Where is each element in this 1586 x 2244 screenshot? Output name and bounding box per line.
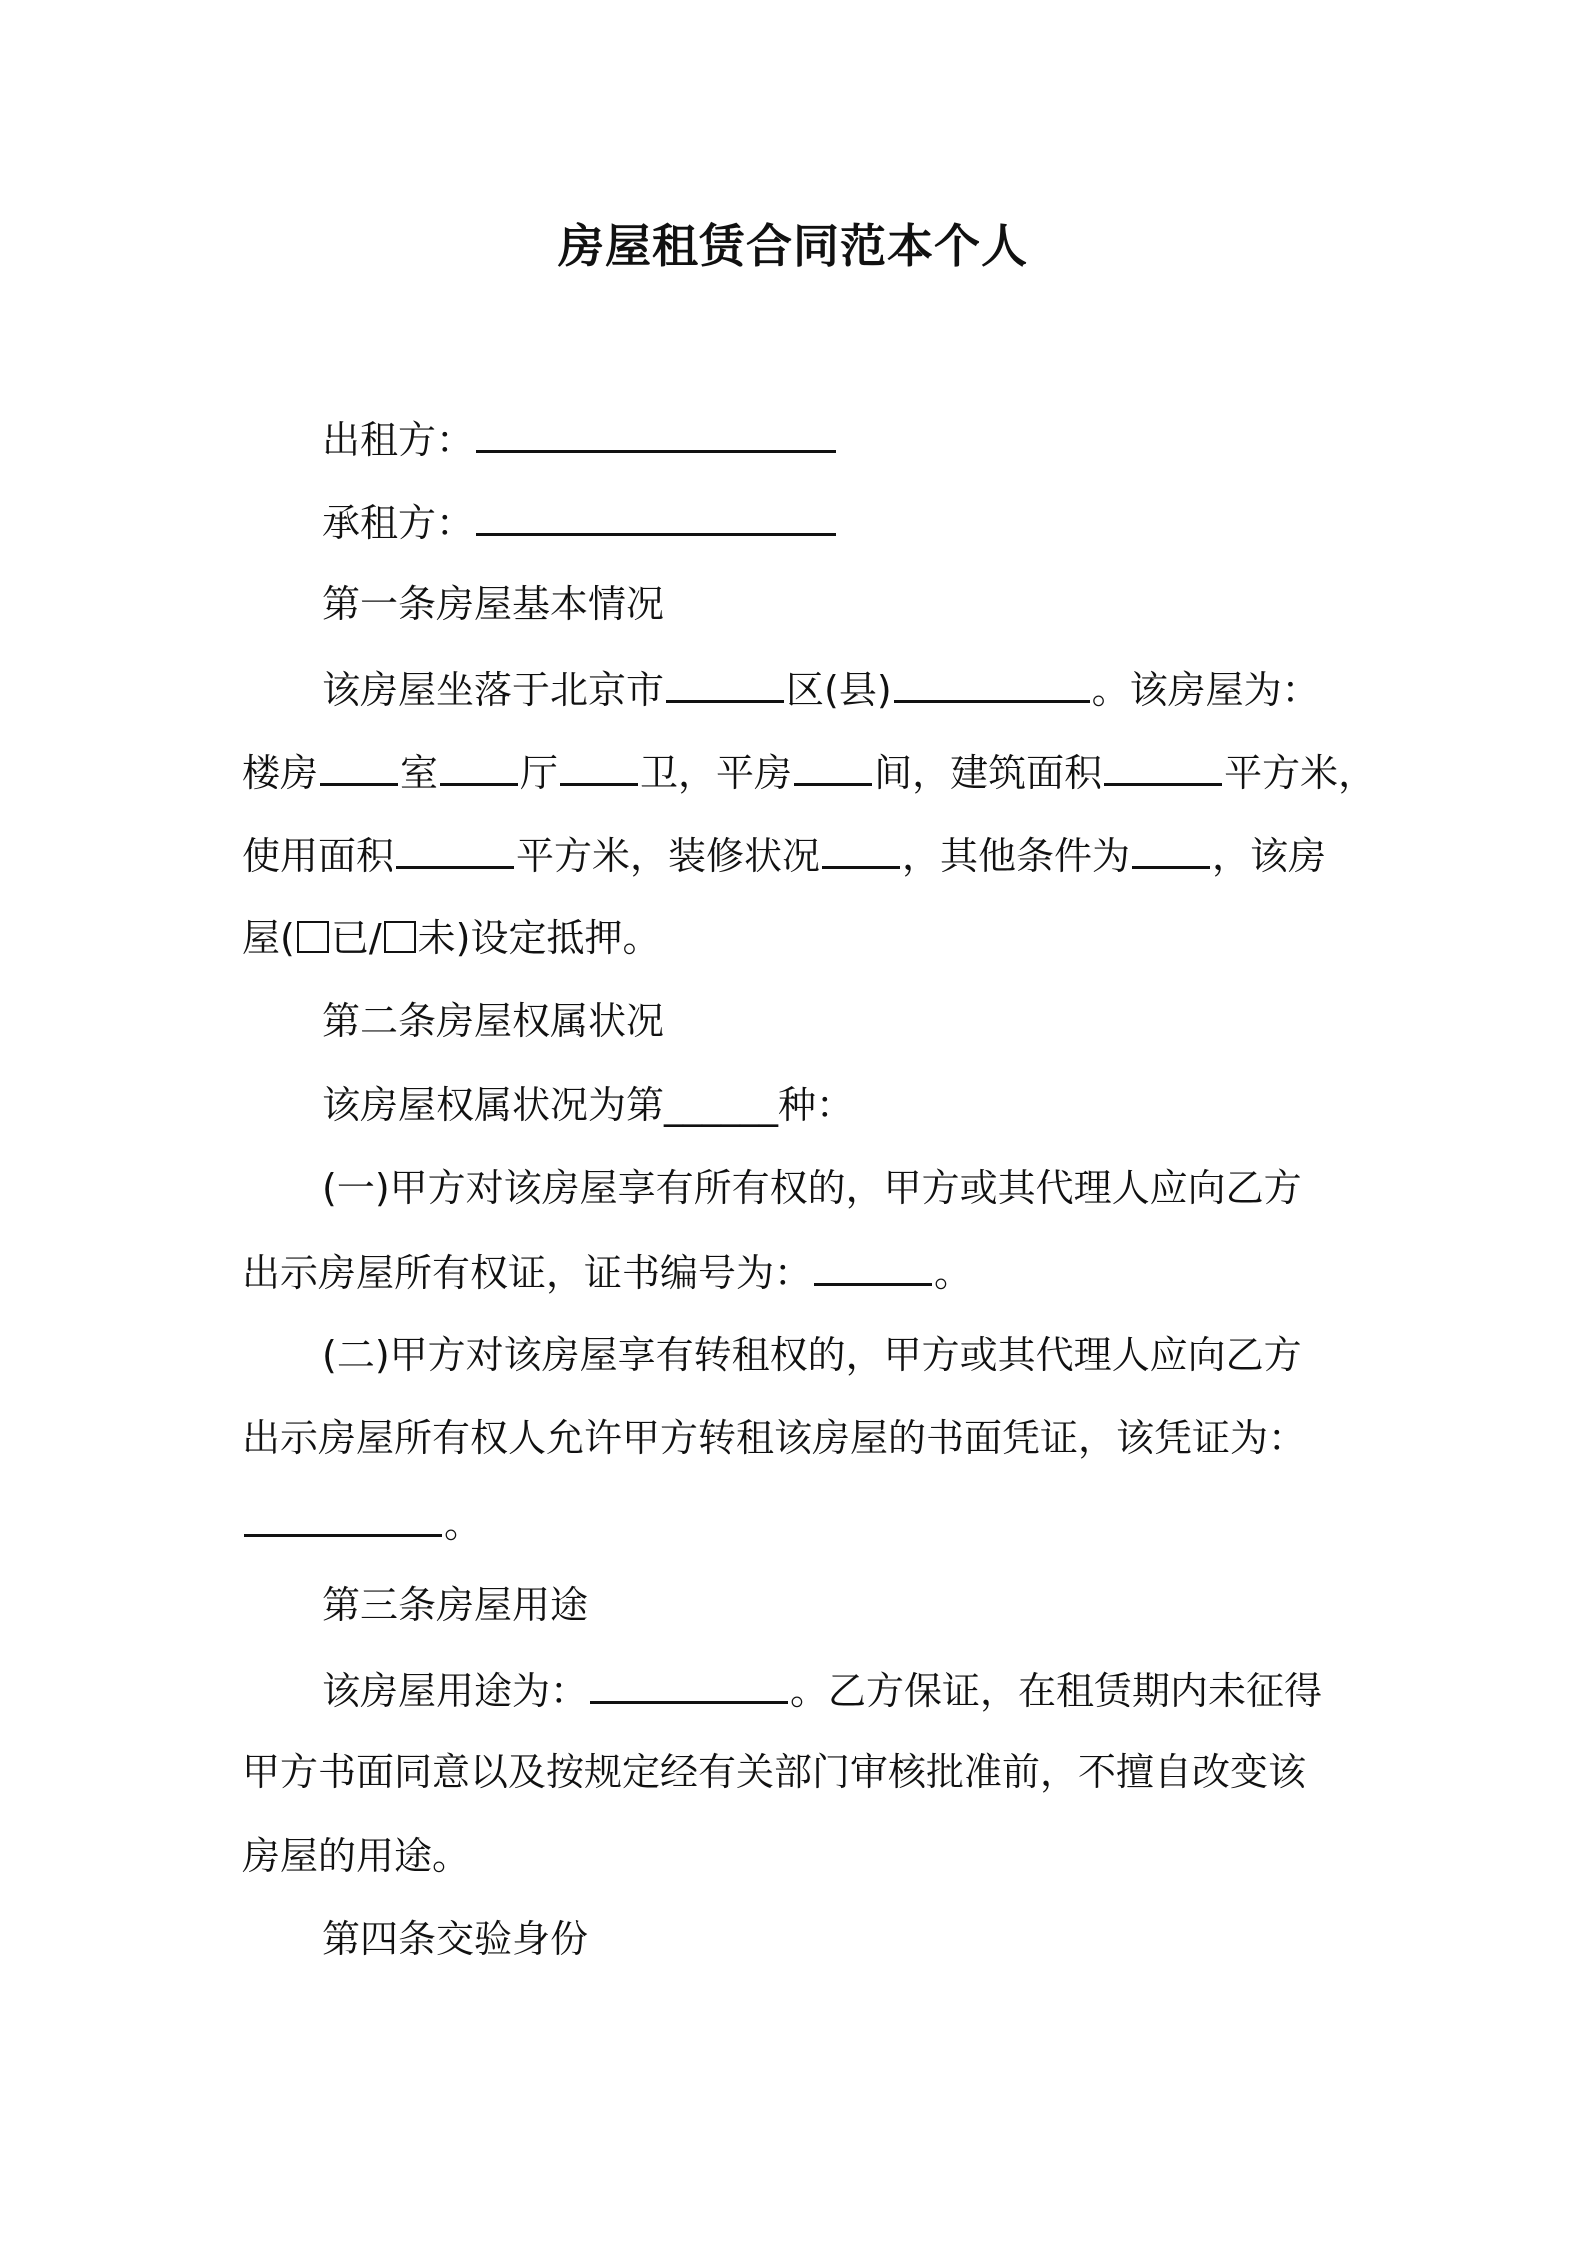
text-segment: 该房屋权属状况为第 xyxy=(322,1083,665,1127)
article-1-paragraph-line xyxy=(242,826,1352,884)
certificate-number-blank[interactable] xyxy=(814,1243,932,1286)
lessee-label: 承租方： xyxy=(322,501,475,545)
article-2-paragraph-line: (一)甲方对该房屋享有所有权的，甲方或其代理人应向乙方 xyxy=(322,1166,1302,1210)
rooms-blank[interactable] xyxy=(320,743,398,786)
article-3-heading: 第三条房屋用途 xyxy=(322,1583,589,1627)
baths-blank[interactable] xyxy=(560,743,638,786)
lessee-blank[interactable] xyxy=(476,493,836,536)
text-segment: 。 xyxy=(934,1251,973,1295)
text-segment: 区(县) xyxy=(786,668,892,712)
article-3-paragraph-line: 甲方书面同意以及按规定经有关部门审核批准前，不擅自改变该 xyxy=(242,1750,1307,1794)
floor-area-blank[interactable] xyxy=(1104,743,1222,786)
usage-blank[interactable] xyxy=(590,1661,788,1704)
not-mortgaged-checkbox[interactable] xyxy=(384,921,416,953)
text-segment: ，该房 xyxy=(1212,834,1327,878)
text-segment: 间，建筑面积 xyxy=(874,751,1103,795)
article-2-paragraph-line xyxy=(242,1243,1352,1301)
sublease-certificate-blank[interactable] xyxy=(244,1494,442,1537)
usable-area-blank[interactable] xyxy=(396,826,514,869)
article-2-paragraph-line xyxy=(322,1077,1352,1133)
other-conditions-blank[interactable] xyxy=(1132,826,1210,869)
text-segment: 。乙方保证，在租赁期内未征得 xyxy=(790,1669,1323,1713)
text-segment: 。 xyxy=(444,1502,483,1546)
text-segment: 。该房屋为： xyxy=(1091,668,1320,712)
article-3-paragraph-line xyxy=(322,1661,1352,1719)
text-segment: 种： xyxy=(778,1083,855,1127)
article-1-heading: 第一条房屋基本情况 xyxy=(322,582,665,626)
text-segment: 厅 xyxy=(520,751,559,795)
article-2-heading: 第二条房屋权属状况 xyxy=(322,999,665,1043)
lessor-label: 出租方： xyxy=(322,418,475,462)
text-segment: ，其他条件为 xyxy=(902,834,1131,878)
address-blank[interactable] xyxy=(894,660,1090,703)
text-segment: 平方米，装修状况 xyxy=(516,834,821,878)
text-segment: 使用面积 xyxy=(242,834,395,878)
text-segment: 楼房 xyxy=(242,751,319,795)
text-segment: 该房屋用途为： xyxy=(322,1669,589,1713)
article-2-paragraph-line: (二)甲方对该房屋享有转租权的，甲方或其代理人应向乙方 xyxy=(322,1333,1302,1377)
lessor-blank[interactable] xyxy=(476,410,836,453)
article-2-paragraph-line xyxy=(242,1494,1352,1552)
lessor-line xyxy=(322,410,1352,468)
district-blank[interactable] xyxy=(666,660,784,703)
halls-blank[interactable] xyxy=(440,743,518,786)
mortgaged-checkbox[interactable] xyxy=(297,921,329,953)
lessee-line xyxy=(322,493,1352,551)
article-4-heading: 第四条交验身份 xyxy=(322,1917,589,1961)
text-segment: 卫，平房 xyxy=(640,751,793,795)
article-1-paragraph-line xyxy=(242,910,1352,966)
bungalow-rooms-blank[interactable] xyxy=(794,743,872,786)
article-2-paragraph-line: 出示房屋所有权人允许甲方转租该房屋的书面凭证，该凭证为： xyxy=(242,1416,1307,1460)
article-1-paragraph-line xyxy=(242,743,1377,801)
ownership-type-blank[interactable]: ______ xyxy=(664,1083,779,1127)
article-3-paragraph-line: 房屋的用途。 xyxy=(242,1834,471,1878)
article-1-paragraph-line xyxy=(322,660,1352,718)
decoration-blank[interactable] xyxy=(822,826,900,869)
document-title: 房屋租赁合同范本个人 xyxy=(558,219,1028,273)
text-segment: 屋( xyxy=(242,916,295,960)
text-segment: 室 xyxy=(400,751,439,795)
text-segment: 平方米， xyxy=(1224,751,1377,795)
text-segment: 该房屋坐落于北京市 xyxy=(322,668,665,712)
text-segment: 已/ xyxy=(330,916,382,960)
text-segment: 出示房屋所有权证，证书编号为： xyxy=(242,1251,813,1295)
text-segment: 未)设定抵押。 xyxy=(417,916,661,960)
